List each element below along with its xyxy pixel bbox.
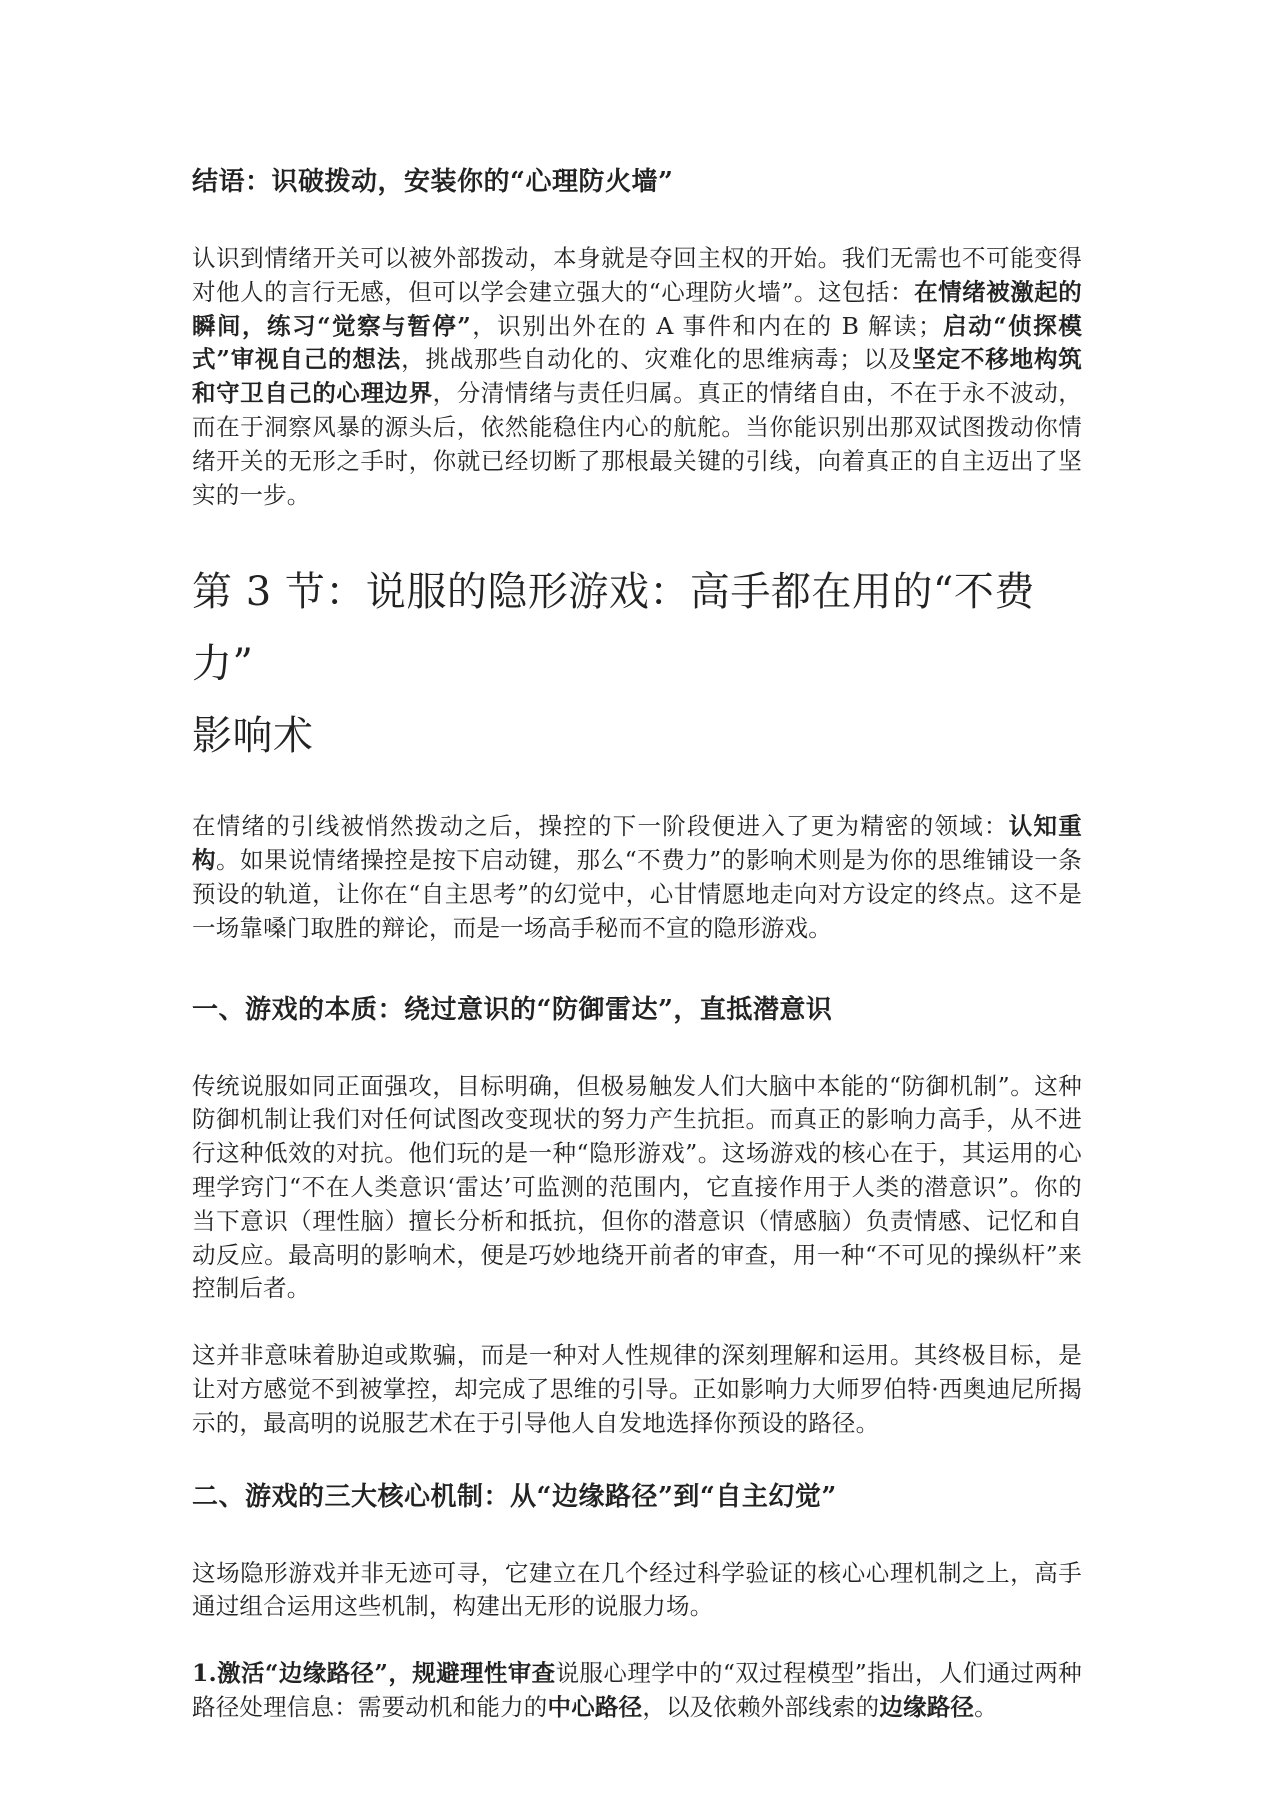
part1-paragraph-2: [192, 1339, 1082, 1440]
bold-text-run: 边缘路径: [879, 1692, 975, 1721]
bold-text-run: 1.激活“边缘路径”，规避理性审查: [192, 1659, 556, 1688]
document-content: [192, 162, 1082, 1725]
text-run: ，以及依赖外部线索的: [642, 1692, 880, 1721]
text-run: 认识到情绪开关可以被外部拨动，本身就是夺回主权的开始。我们无需也不可能变得对他人的言行无感，但可以学会建立强大的“心理防火墙”。这包括：: [192, 244, 1082, 306]
part2-paragraph-1: [192, 1557, 1082, 1625]
text-run: 传统说服如同正面强攻，目标明确，但极易触发人们大脑中本能的“防御机制”。这种防御机制让我们对任何试图改变现状的努力产生抗拒。而真正的影响力高手，从不进行这种低效的对抗。他们玩的是一种“隐形游戏”。这场游戏的核心在于，其运用的心理学窍门“不在人类意识‘雷达’可监测的范围内，它直接作用于人类的潜意识”。你的当下意识（理性脑）擅长分析和抵抗，但你的潜意识（情感脑）负责情感、记忆和自动反应。最高明的影响术，便是巧妙地绕开前者的审查，用一种“不可见的操纵杆”来控制后者。: [192, 1071, 1082, 1303]
section-intro-paragraph: [192, 810, 1082, 945]
part2-paragraph-2: [192, 1657, 1082, 1725]
part2-heading: 二、游戏的三大核心机制：从“边缘路径”到“自主幻觉”: [192, 1481, 837, 1512]
section-heading: [192, 556, 1082, 772]
text-run: 说服心理学中的“双过程模型”指出，人们通过两种路径处理信息：需要动机和能力的: [192, 1659, 1082, 1721]
text-run: 这并非意味着胁迫或欺骗，而是一种对人性规律的深刻理解和运用。其终极目标，是让对方感觉不到被掌控，却完成了思维的引导。正如影响力大师罗伯特·西奥迪尼所揭示的，最高明的说服艺术在于引导他人自发地选择你预设的路径。: [192, 1341, 1082, 1437]
conclusion-heading: 结语：识破拨动，安装你的“心理防火墙”: [192, 167, 674, 197]
text-run: 。如果说情绪操控是按下启动键，那么“不费力”的影响术则是为你的思维铺设一条预设的轨道，让你在“自主思考”的幻觉中，心甘情愿地走向对方设定的终点。这不是一场靠嗓门取胜的辩论，而是一场高手秘而不宣的隐形游戏。: [192, 846, 1082, 942]
section-heading-line2: 影响术: [192, 713, 314, 760]
text-run: 。: [974, 1692, 998, 1721]
bold-text-run: 中心路径: [547, 1692, 643, 1721]
bold-text-run: 启动“侦探模式”审视自己的想法: [192, 311, 1082, 374]
text-run: 在情绪的引线被悄然拨动之后，操控的下一阶段便进入了更为精密的领域：: [192, 812, 1009, 841]
text-run: ，分清情绪与责任归属。真正的情绪自由，不在于永不波动，而在于洞察风暴的源头后，依然能稳住内心的航舵。当你能识别出那双试图拨动你情绪开关的无形之手时，你就已经切断了那根最关键的引线，向着真正的自主迈出了坚实的一步。: [192, 379, 1082, 509]
bold-text-run: 认知重构: [192, 812, 1082, 875]
section-heading-line1: 第 3 节：说服的隐形游戏：高手都在用的“不费力”: [192, 569, 1035, 688]
text-run: 这场隐形游戏并非无迹可寻，它建立在几个经过科学验证的核心心理机制之上，高手通过组合运用这些机制，构建出无形的说服力场。: [192, 1558, 1082, 1621]
text-run: ，挑战那些自动化的、灾难化的思维病毒；以及: [401, 345, 913, 374]
text-run: ，识别出外在的 A 事件和内在的 B 解读；: [470, 311, 942, 340]
bold-text-run: 在情绪被激起的瞬间，练习“觉察与暂停”: [192, 277, 1082, 340]
conclusion-paragraph: [192, 242, 1082, 512]
part1-paragraph-1: [192, 1070, 1082, 1307]
part1-heading: 一、游戏的本质：绕过意识的“防御雷达”，直抵潜意识: [192, 994, 833, 1025]
bold-text-run: 坚定不移地构筑和守卫自己的心理边界: [192, 345, 1082, 408]
